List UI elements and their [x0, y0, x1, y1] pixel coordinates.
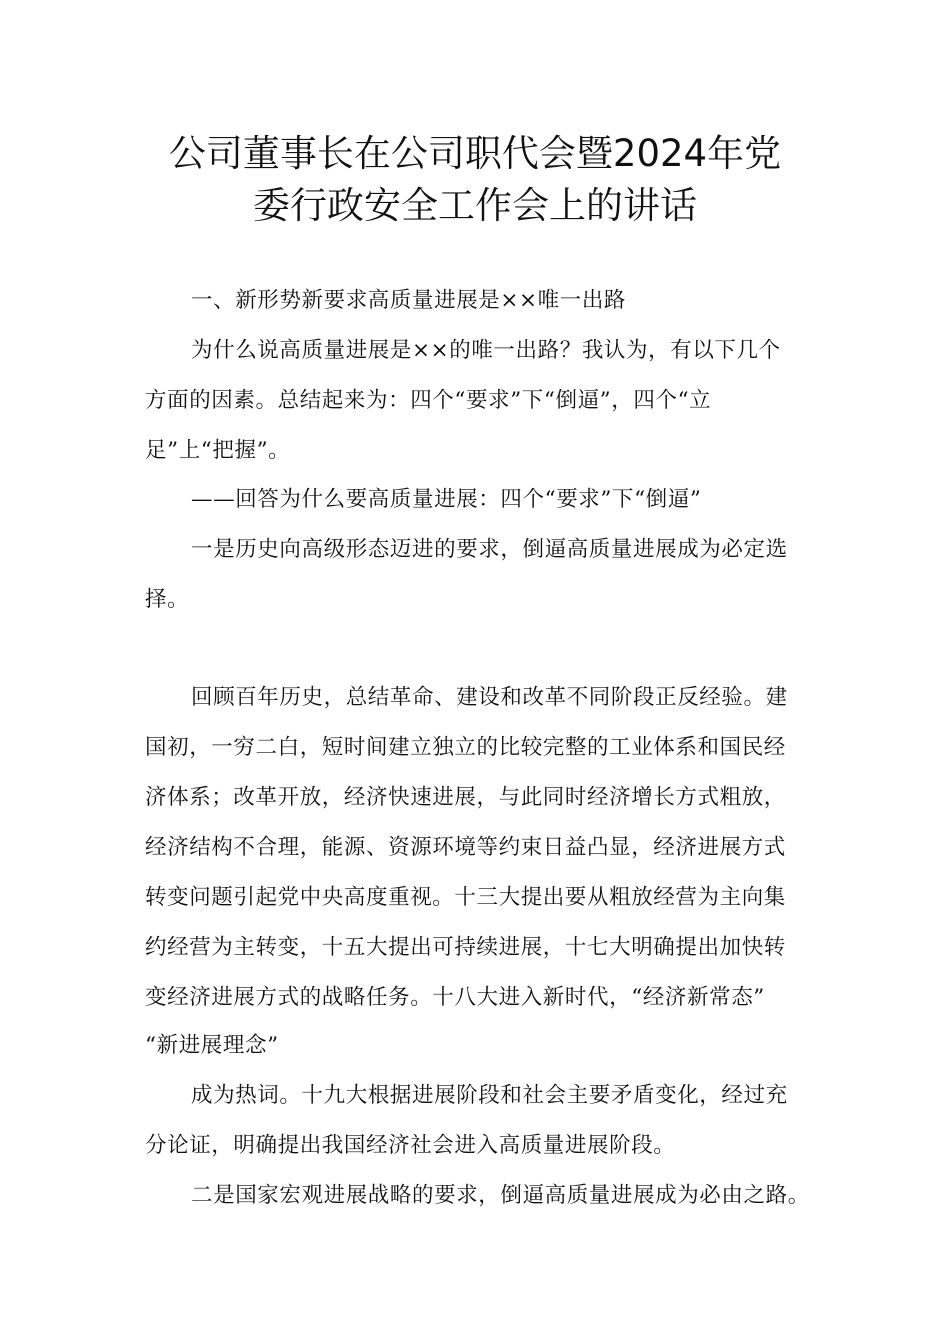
paragraph-line: 为什么说高质量进展是××的唯一出路？我认为，有以下几个	[191, 338, 781, 363]
paragraph-line: “新进展理念”	[145, 1033, 279, 1058]
paragraph-line: 变经济进展方式的战略任务。十八大进入新时代，“经济新常态”	[145, 985, 765, 1010]
paragraph-line: 济体系；改革开放，经济快速进展，与此同时经济增长方式粗放，	[145, 785, 786, 810]
paragraph-line: 一是历史向高级形态迈进的要求，倒逼高质量进展成为必定选	[191, 537, 788, 562]
paragraph-line: 择。	[145, 587, 190, 612]
section-heading: 一、新形势新要求高质量进展是××唯一出路	[191, 288, 627, 313]
paragraph-line: 约经营为主转变，十五大提出可持续进展，十七大明确提出加快转	[145, 935, 786, 960]
subheading-line: ——回答为什么要高质量进展：四个“要求”下“倒逼”	[191, 487, 702, 512]
paragraph-line: 经济结构不合理，能源、资源环境等约束日益凸显，经济进展方式	[145, 835, 786, 860]
document-title-line-2: 委行政安全工作会上的讲话	[253, 184, 697, 227]
paragraph-line: 二是国家宏观进展战略的要求，倒逼高质量进展成为必由之路。	[191, 1183, 810, 1208]
paragraph-line: 方面的因素。总结起来为：四个“要求”下“倒逼”，四个“立	[145, 388, 712, 413]
paragraph-line: 回顾百年历史，总结革命、建设和改革不同阶段正反经验。建	[191, 685, 788, 710]
document-title-line-1: 公司董事长在公司职代会暨2024年党	[168, 132, 782, 175]
paragraph-line: 转变问题引起党中央高度重视。十三大提出要从粗放经营为主向集	[145, 885, 786, 910]
paragraph-line: 分论证，明确提出我国经济社会进入高质量进展阶段。	[145, 1133, 676, 1158]
paragraph-line: 成为热词。十九大根据进展阶段和社会主要矛盾变化，经过充	[191, 1083, 788, 1108]
paragraph-line: 国初，一穷二白，短时间建立独立的比较完整的工业体系和国民经	[145, 735, 786, 760]
paragraph-line: 足”上“把握”。	[145, 438, 291, 463]
